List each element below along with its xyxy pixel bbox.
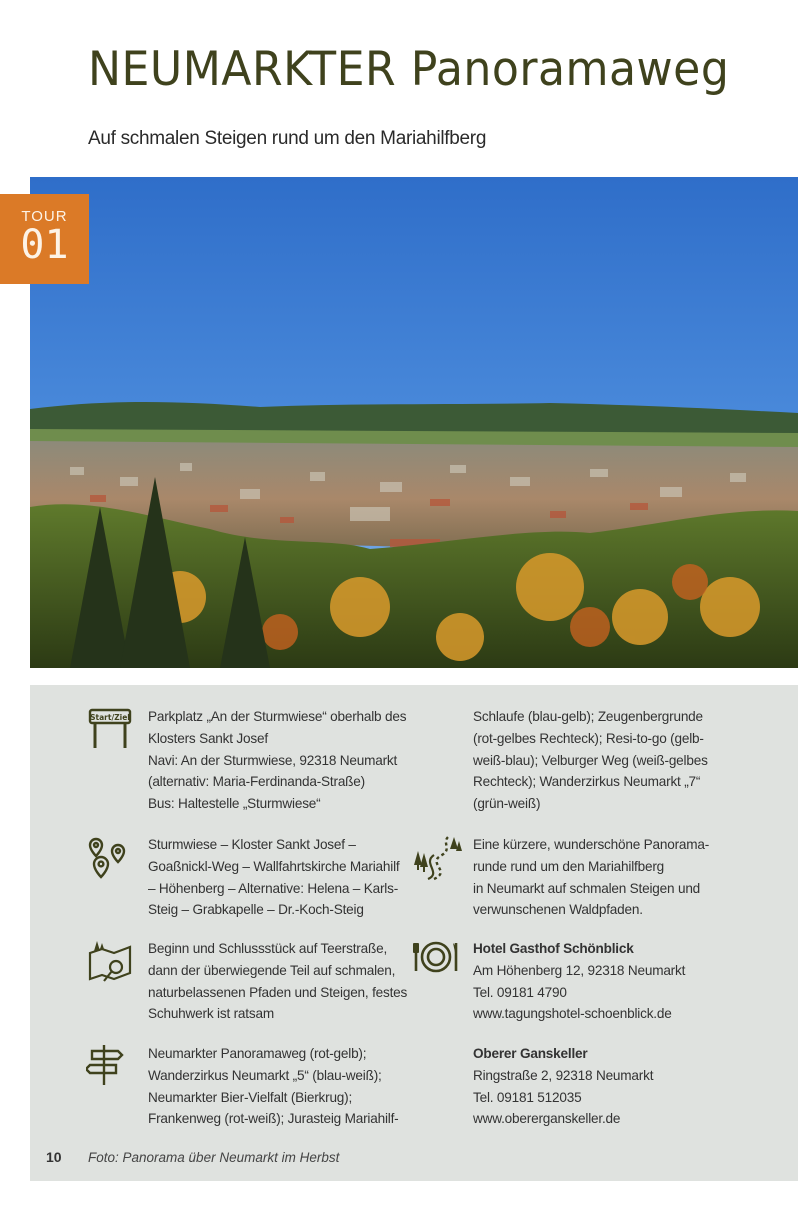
markings-info-continued bbox=[473, 706, 708, 815]
start-line: Navi: An der Sturmwiese, 92318 Neumarkt bbox=[148, 752, 398, 768]
terrain-map-icon bbox=[86, 939, 134, 987]
location-pins-icon bbox=[86, 835, 130, 879]
start-line: (alternativ: Maria-Ferdinanda-Straße) bbox=[148, 774, 365, 790]
surface-line: Schuhwerk ist ratsam bbox=[148, 1006, 274, 1022]
start-line: Bus: Haltestelle „Sturmwiese“ bbox=[148, 796, 321, 812]
start-line: Klosters Sankt Josef bbox=[148, 730, 268, 746]
surface-info bbox=[148, 938, 407, 1025]
markings-line: (rot-gelbes Rechteck); Resi-to-go (gelb- bbox=[473, 730, 704, 746]
markings-line: Schlaufe (blau-gelb); Zeugenbergrunde bbox=[473, 709, 703, 724]
restaurant-info-1 bbox=[473, 938, 685, 1025]
page-number: 10 bbox=[46, 1149, 62, 1165]
start-sign-icon bbox=[86, 706, 134, 750]
tour-badge bbox=[0, 194, 89, 284]
surface-line: naturbelassenen Pfaden und Steigen, festes bbox=[148, 984, 408, 1000]
restaurant-phone: Tel. 09181 512035 bbox=[473, 1089, 582, 1105]
route-line: Goaßnickl-Weg – Wallfahrtskirche Mariahilf bbox=[148, 858, 400, 874]
description-line: in Neumarkt auf schmalen Steigen und bbox=[473, 880, 701, 896]
restaurant-website: www.tagungshotel-schoenblick.de bbox=[473, 1006, 672, 1022]
restaurant-name: Hotel Gasthof Schönblick bbox=[473, 941, 634, 956]
forest-path-icon bbox=[412, 835, 464, 881]
markings-line: Wanderzirkus Neumarkt „5“ (blau-weiß); bbox=[148, 1067, 382, 1083]
description-line: verwunschenen Waldpfaden. bbox=[473, 902, 643, 918]
tour-label: TOUR bbox=[21, 208, 68, 225]
restaurant-icon bbox=[412, 939, 460, 975]
page-subtitle: Auf schmalen Steigen rund um den Mariahilfberg bbox=[88, 128, 487, 149]
restaurant-website: www.obererganskeller.de bbox=[473, 1111, 621, 1127]
panorama-photo bbox=[30, 177, 798, 668]
description-line: runde rund um den Mariahilfberg bbox=[473, 858, 665, 874]
description-line: Eine kürzere, wunderschöne Panorama- bbox=[473, 837, 710, 852]
sign-text: Start/Ziel bbox=[90, 713, 130, 722]
route-line: Steig – Grabkapelle – Dr.-Koch-Steig bbox=[148, 902, 364, 918]
markings-line: Frankenweg (rot-weiß); Jurasteig Mariahilf- bbox=[148, 1111, 399, 1127]
restaurant-address: Ringstraße 2, 92318 Neumarkt bbox=[473, 1067, 654, 1083]
route-info bbox=[148, 834, 399, 921]
signpost-icon bbox=[86, 1043, 130, 1087]
markings-line: Neumarkter Bier-Vielfalt (Bierkrug); bbox=[148, 1089, 353, 1105]
info-panel bbox=[30, 685, 798, 1181]
restaurant-name: Oberer Ganskeller bbox=[473, 1046, 588, 1061]
restaurant-address: Am Höhenberg 12, 92318 Neumarkt bbox=[473, 962, 686, 978]
markings-line: Rechteck); Wanderzirkus Neumarkt „7“ bbox=[473, 774, 701, 790]
route-line: – Höhenberg – Alternative: Helena – Karls- bbox=[148, 880, 399, 896]
markings-info bbox=[148, 1043, 399, 1130]
page-title: NEUMARKTER Panoramaweg bbox=[88, 42, 730, 97]
start-info bbox=[148, 706, 406, 815]
markings-line: Neumarkter Panoramaweg (rot-gelb); bbox=[148, 1046, 367, 1061]
restaurant-info-2 bbox=[473, 1043, 653, 1130]
description-info bbox=[473, 834, 709, 921]
surface-line: Beginn und Schlussstück auf Teerstraße, bbox=[148, 941, 388, 956]
photo-caption: Foto: Panorama über Neumarkt im Herbst bbox=[88, 1150, 340, 1165]
markings-line: weiß-blau); Velburger Weg (weiß-gelbes bbox=[473, 752, 708, 768]
restaurant-phone: Tel. 09181 4790 bbox=[473, 984, 567, 1000]
surface-line: dann der überwiegende Teil auf schmalen, bbox=[148, 962, 396, 978]
start-line: Parkplatz „An der Sturmwiese“ oberhalb des bbox=[148, 709, 407, 724]
markings-line: (grün-weiß) bbox=[473, 796, 541, 812]
tour-number: 01 bbox=[20, 222, 69, 268]
route-line: Sturmwiese – Kloster Sankt Josef – bbox=[148, 837, 356, 852]
